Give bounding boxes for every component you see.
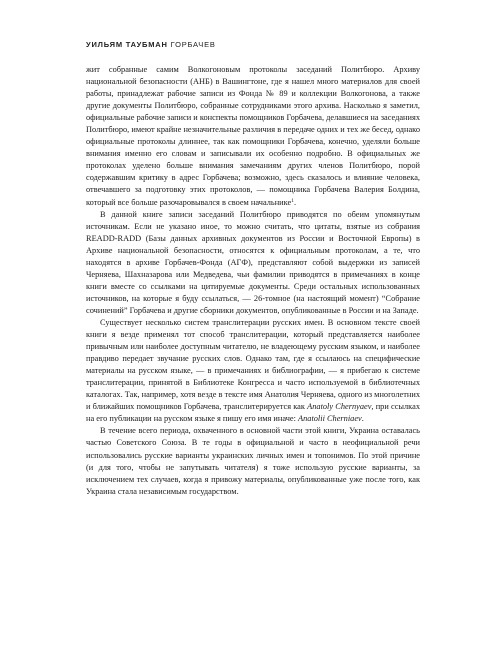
running-header	[86, 40, 216, 49]
paragraph-text: В данной книге записи заседаний Политбюро приводятся по обеим упомянутым источникам. Если не указано иное, то можно считать, что цитаты, взятые из собрания READD-RADD (Базы данных архивных документов из России и Восточной Европы) в Архиве национальной безопасности, относятся к официальным протоколам, а те, что находятся в архиве Горбачев-Фонда (АГФ), представляют собой выдержки из записей Черняева, Шахназарова или Медведева, чьи фамилии приводятся в примечаниях в конце книги вместе со ссылками на цитируемые документы. Среди остальных использованных источников, на которые я буду ссылаться, — 26-томное (на настоящий момент) “Собрание сочинений” Горбачева и другие сборники документов, опубликованные в России и на Западе.	[86, 209, 420, 315]
paragraph-text: В течение всего периода, охваченного в основной части этой книги, Украина оставалась частью Советского Союза. В те годы в официальной и часто в неофициальной речи использовались русские варианты украинских личных имен и топонимов. По этой причине (и для того, чтобы не запутывать читателя) я тоже использую русские варианты, за исключением тех случаев, когда я привожу материалы, опубликованные уже после того, как Украина стала независимым государством.	[86, 426, 420, 496]
paragraph	[86, 64, 420, 209]
paragraph-tail: .	[293, 197, 297, 207]
paragraph	[86, 425, 420, 497]
paragraph	[86, 317, 420, 425]
running-header-author: УИЛЬЯМ ТАУБМАН	[86, 40, 168, 49]
paragraph-text-mid: , при ссылках на его публикации на русском языке я пишу его имя иначе:	[86, 402, 420, 424]
footnote-marker: 1	[291, 197, 294, 204]
running-header-title: ГОРБАЧЕВ	[170, 40, 216, 49]
paragraph-text: жит собранные самим Волкогоновым протоколы заседаний Политбюро. Архиву национальной безопасности (АНБ) в Вашингтоне, где я нашел много материалов для своей работы, принадлежат рабочие записи из Фонда № 89 и коллекции Волкогонова, а также другие документы Политбюро, собранные сотрудниками этого архива. Насколько я заметил, официальные рабочие записи и конспекты помощников Горбачева, делавшиеся на заседаниях Политбюро, имеют крайне незначительные различия в передаче одних и тех же бесед, однако официальные протоколы длиннее, так как помощники Горбачева, конечно, уделяли больше внимания именно его словам и записывали их особенно подробно. В официальных же протоколах уделено больше внимания замечаниям других членов Политбюро, порой содержавшим критику в адрес Горбачева; возможно, здесь сказалось и влияние человека, отвечавшего за подготовку этих протоколов, — помощника Горбачева Валерия Болдина, который все больше разочаровывался в своем начальнике	[86, 65, 420, 207]
italic-name-transliterated: Anatolii Cherniaev	[298, 414, 362, 424]
body-text	[86, 64, 420, 498]
paragraph-text: Существует несколько систем транслитерации русских имен. В основном тексте своей книги я везде применял тот способ транслитерации, который представляется наиболее привычным или наиболее доступным читателю, не владеющему русским языком, и наиболее правдиво передает звучание русских слов. Однако там, где я ссылаюсь на специфические материалы на русском языке, — в примечаниях и библиографии, — я прибегаю к системе транслитерации, принятой в Библиотеке Конгресса и часто используемой в библиотечных каталогах. Так, например, хотя везде в тексте имя Анатолия Черняева, одного из многолетних и ближайших помощников Горбачева, транслитерируется как	[86, 317, 420, 412]
paragraph	[86, 209, 420, 317]
italic-name-english: Anatoly Chernyaev	[307, 402, 372, 412]
paragraph-tail: .	[361, 414, 364, 424]
